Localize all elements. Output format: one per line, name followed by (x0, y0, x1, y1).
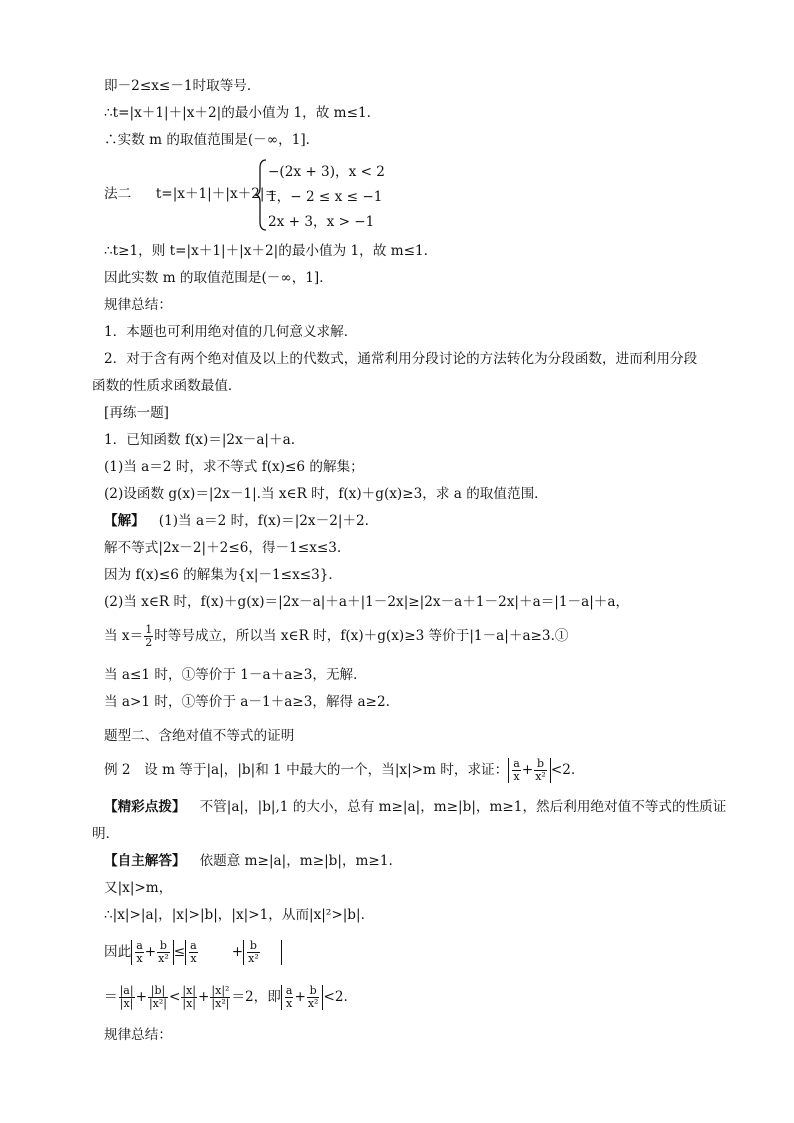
p5-f1-num: |a| (119, 984, 134, 997)
example-2-text: 例 2 设 m 等于|a|，|b|和 1 中最大的一个，当|x|>m 时，求证： (104, 762, 509, 778)
problem-statement: 1．已知函数 f(x)＝|2x－a|＋a. (104, 432, 296, 448)
p5-frac-4 (210, 985, 230, 1010)
proof-5-eq: ＝ (104, 989, 118, 1005)
p5-frac-3 (181, 985, 197, 1010)
piecewise-case-1: −(2x + 3)，x < 2 (268, 164, 385, 180)
solution-line-3: 因为 f(x)≤6 的解集为{x|－1≤x≤3}． (104, 567, 343, 583)
hint-text: 不管|a|，|b|,1 的大小，总有 m≥|a|，m≥|b|，m≥1，然后利用绝对值不等式的性质证 (199, 799, 727, 815)
proof-line-3: ∴|x|>|a|，|x|>|b|，|x|>1，从而|x|²>|b|. (104, 907, 365, 923)
p5-post: <2. (323, 989, 348, 1005)
method-two-expression: t=|x＋1|＋|x＋2|＝ (155, 186, 279, 202)
p4-frac-a-x (135, 940, 144, 965)
proof-line-4 (104, 940, 282, 965)
p5-den-x: x (286, 997, 293, 1010)
piecewise-case-2: 1，− 2 ≤ x ≤ −1 (268, 189, 383, 205)
p5-f2-num: |b| (148, 985, 168, 998)
p4-frac-b-x2-2 (247, 940, 260, 965)
solution-5-post: 时等号成立，所以当 x∈R 时，f(x)＋g(x)≥3 等价于|1－a|＋a≥3.① (154, 628, 569, 644)
solution-line-4: (2)当 x∈R 时，f(x)＋g(x)＝|2x－a|＋a＋|1－2x|≥|2x－a＋1－2x|＋a＝|1－a|＋a， (104, 594, 630, 610)
text-line-6: 因此实数 m 的取值范围是(－∞，1]． (104, 270, 333, 286)
frac-a-over-x (512, 758, 521, 783)
frac-b-over-x2 (534, 758, 547, 783)
proof-4-pre: 因此 (104, 944, 132, 960)
p5-f4-num: |x|² (211, 984, 230, 997)
p5-plus-3: + (294, 989, 306, 1005)
solution-line-1 (104, 511, 369, 531)
p4-den-x2: x² (158, 952, 169, 965)
text-line-1: 即－2≤x≤－1时取等号． (104, 78, 261, 94)
p5-frac-a-x (285, 985, 294, 1010)
hint-tag: 【精彩点拨】 (104, 799, 186, 815)
p5-plus-1: + (135, 989, 147, 1005)
proof-4-abs-2 (185, 940, 201, 965)
proof-4-abs-4 (243, 940, 282, 965)
frac-num-b: b (534, 758, 547, 771)
p5-num-b: b (307, 985, 320, 998)
proof-line-5 (104, 985, 348, 1010)
piecewise-case-3: 2x + 3，x > −1 (268, 214, 375, 230)
p5-f3-den: |x| (182, 997, 197, 1010)
p4-frac-b-x2 (157, 940, 170, 965)
text-line-5: ∴t≥1，则 t=|x＋1|＋|x＋2|的最小值为 1，故 m≤1. (104, 243, 428, 259)
p4-num-a-2: a (190, 939, 197, 952)
rule-summary-heading: 规律总结： (104, 297, 172, 313)
p4-num-b: b (157, 940, 170, 953)
p5-f2-den: |x²| (148, 997, 167, 1010)
rule-item-2-cont: 函数的性质求函数最值． (92, 378, 242, 394)
p4-den-x2-2: x² (248, 952, 259, 965)
p5-f4-den: |x²| (211, 997, 230, 1010)
solution-line-5 (104, 624, 569, 649)
p4-den-x-2: x (190, 952, 197, 965)
p4-plus-2: + (231, 944, 244, 960)
plus-sign: + (521, 762, 534, 778)
problem-part-1: (1)当 a＝2 时，求不等式 f(x)≤6 的解集； (104, 459, 364, 475)
self-answer-text: 依题意 m≥|a|，m≥|b|，m≥1. (199, 853, 393, 869)
p5-abs (281, 985, 324, 1010)
p5-frac-2 (148, 985, 168, 1010)
proof-line-2: 又|x|>m， (104, 880, 173, 896)
p5-den-x2: x² (307, 997, 319, 1010)
p5-mid: ＝2，即 (231, 989, 281, 1005)
solution-text-1: (1)当 a＝2 时，f(x)＝|2x－2|＋2. (158, 513, 369, 529)
leq-sign: ≤ (173, 944, 186, 960)
p5-frac-b-x2 (307, 985, 320, 1010)
p5-f1-den: |x| (119, 997, 134, 1010)
self-answer-tag: 【自主解答】 (104, 853, 186, 869)
solution-line-2: 解不等式|2x－2|＋2≤6，得－1≤x≤3. (104, 540, 342, 556)
solution-tag: 【解】 (104, 513, 145, 529)
p5-plus-2: + (198, 989, 210, 1005)
hint-line (104, 797, 726, 817)
p4-num-b-2: b (247, 940, 260, 953)
solution-5-pre: 当 x＝ (104, 628, 144, 644)
frac-num-a: a (513, 757, 520, 770)
method-two-label: 法二 (104, 186, 132, 202)
problem-part-2: (2)设函数 g(x)＝|2x－1|.当 x∈R 时，f(x)＋g(x)≥3，求 a 的取值范围． (104, 486, 548, 502)
left-brace (254, 158, 268, 232)
fraction-denominator: 2 (145, 636, 153, 649)
frac-den-x: x (513, 770, 520, 783)
rule-item-1: 1．本题也可利用绝对值的几何意义求解． (104, 324, 358, 340)
example-2-line (104, 758, 575, 783)
fraction-one-half (144, 624, 153, 649)
text-line-3: ∴实数 m 的取值范围是(－∞，1]． (104, 132, 320, 148)
example-2-post: <2. (550, 762, 576, 778)
frac-den-x2: x² (535, 770, 546, 783)
hint-line-cont: 明． (92, 826, 120, 842)
proof-4-abs-1 (131, 940, 174, 965)
p4-plus: + (144, 944, 157, 960)
rule-summary-heading-2: 规律总结： (104, 1027, 172, 1043)
practice-heading: [再练一题] (104, 405, 169, 421)
self-answer-line (104, 851, 393, 871)
example-2-abs-expression (508, 758, 551, 783)
p4-den-x: x (136, 952, 143, 965)
p4-frac-a-x-2 (189, 940, 198, 965)
solution-line-7: 当 a>1 时，①等价于 a－1＋a≥3，解得 a≥2. (104, 694, 390, 710)
text-line-2: ∴t=|x＋1|＋|x＋2|的最小值为 1，故 m≤1. (104, 105, 371, 121)
fraction-numerator: 1 (145, 623, 153, 636)
method-two-line (104, 184, 278, 204)
rule-item-2: 2．对于含有两个绝对值及以上的代数式，通常利用分段讨论的方法转化为分段函数，进而利用分段 (104, 351, 698, 367)
section-heading-type-two: 题型二、含绝对值不等式的证明 (104, 728, 295, 744)
p5-lt: < (169, 989, 181, 1005)
p5-f3-num: |x| (182, 984, 197, 997)
p5-frac-1 (119, 985, 135, 1010)
p4-num-a: a (136, 939, 143, 952)
solution-line-6: 当 a≤1 时，①等价于 1－a＋a≥3，无解． (104, 667, 367, 683)
p5-num-a: a (285, 984, 293, 997)
